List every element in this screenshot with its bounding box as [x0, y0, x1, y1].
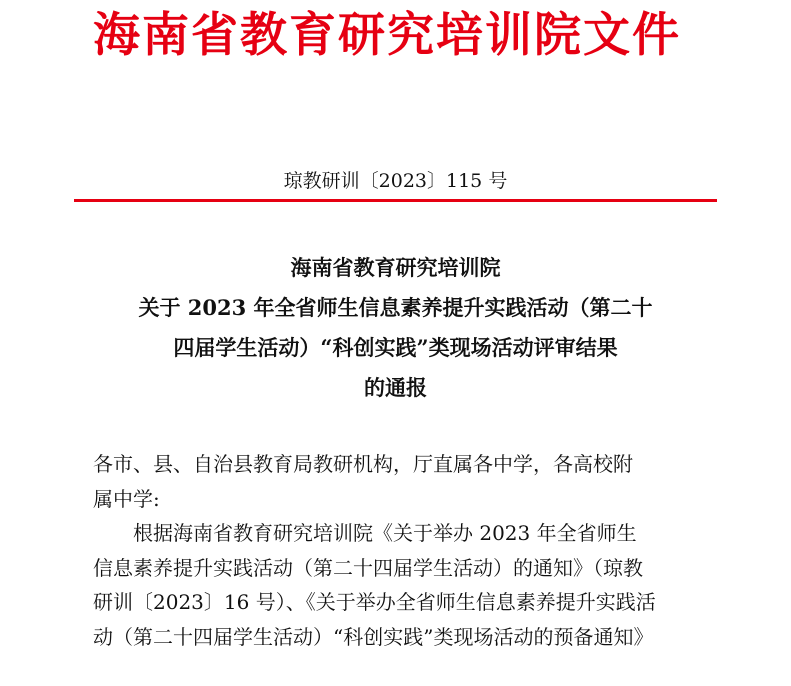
salutation	[93, 447, 701, 516]
salutation-line-2: 属中学:	[93, 486, 160, 511]
paragraph-line-4: 动（第二十四届学生活动）“科创实践”类现场活动的预备通知》	[93, 624, 654, 649]
title-line-3: 四届学生活动）“科创实践”类现场活动评审结果	[173, 335, 618, 360]
document-title	[0, 248, 791, 408]
letterhead-title: 海南省教育研究培训院文件	[93, 8, 681, 63]
title-line-4: 的通报	[364, 375, 427, 400]
paragraph-line-1: 根据海南省教育研究培训院《关于举办 2023 年全省师生	[133, 521, 637, 545]
salutation-line-1: 各市、县、自治县教育局教研机构，厅直属各中学，各高校附	[93, 452, 633, 476]
paragraph-line-3: 研训〔2023〕16 号）、《关于举办全省师生信息素养提升实践活	[93, 590, 656, 614]
title-line-2: 关于 2023 年全省师生信息素养提升实践活动（第二十	[138, 295, 653, 320]
title-line-1: 海南省教育研究培训院	[290, 255, 501, 280]
body-paragraph	[93, 516, 701, 654]
document-number: 琼教研训〔2023〕115 号	[283, 170, 508, 192]
document-body	[93, 447, 701, 654]
paragraph-line-2: 信息素养提升实践活动（第二十四届学生活动）的通知》（琼教	[93, 555, 643, 580]
red-divider-line	[74, 199, 717, 202]
